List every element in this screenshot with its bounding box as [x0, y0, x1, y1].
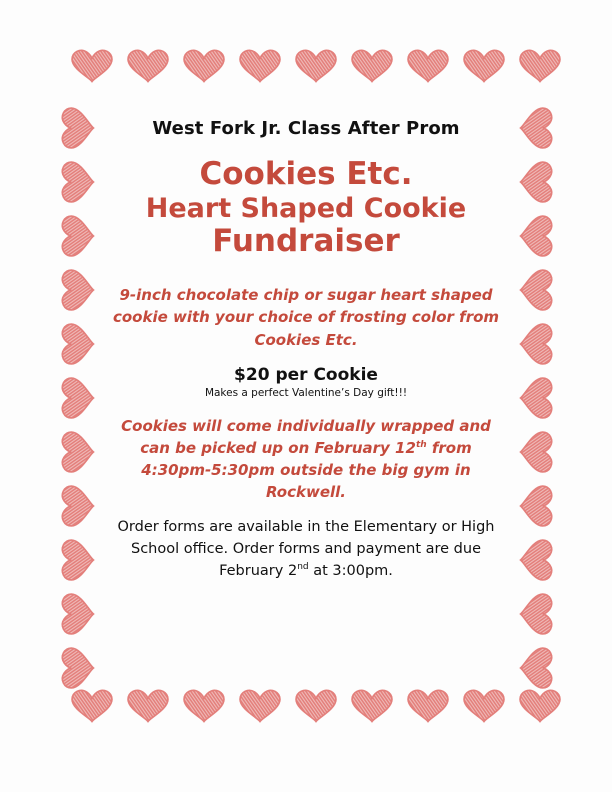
title-line-3: Fundraiser — [212, 223, 400, 260]
pickup-text-1: Cookies will come individually wrapped and can be picked up on February 12 — [121, 416, 491, 457]
title-line-1: Cookies Etc. — [199, 156, 413, 192]
heart-icon — [326, 685, 418, 727]
pickup-text-2: from 4:30pm-5:30pm outside the big gym in Rockwell. — [141, 438, 472, 502]
heart-icon — [515, 514, 557, 606]
heart-icon — [515, 298, 557, 390]
heart-icon — [515, 136, 557, 228]
heart-icon — [494, 685, 586, 727]
heart-icon — [326, 45, 418, 87]
heart-icon — [102, 45, 194, 87]
organizer-heading: West Fork Jr. Class After Prom — [152, 118, 460, 139]
gift-note: Makes a perfect Valentine’s Day gift!!! — [204, 386, 408, 399]
heart-icon — [57, 82, 99, 174]
pickup-info — [106, 415, 506, 504]
order-text-2: at 3:00pm. — [308, 563, 393, 580]
heart-icon — [438, 45, 530, 87]
heart-icon — [270, 685, 362, 727]
heart-icon — [57, 406, 99, 498]
heart-icon — [382, 685, 474, 727]
heart-icon — [46, 45, 138, 87]
heart-icon — [57, 190, 99, 282]
heart-icon — [102, 685, 194, 727]
title-line-2: Heart Shaped Cookie — [145, 192, 467, 224]
heart-icon — [515, 190, 557, 282]
heart-icon — [515, 82, 557, 174]
heart-icon — [158, 685, 250, 727]
heart-icon — [382, 45, 474, 87]
price-text: $20 per Cookie — [234, 364, 378, 385]
heart-icon — [214, 45, 306, 87]
heart-icon — [515, 352, 557, 444]
order-text-1: Order forms are available in the Elementary or High School office. Order forms and payment are due February 2 — [117, 518, 495, 580]
heart-icon — [57, 298, 99, 390]
heart-icon — [57, 136, 99, 228]
heart-icon — [57, 244, 99, 336]
heart-icon — [438, 685, 530, 727]
heart-icon — [515, 568, 557, 660]
cookie-description: 9-inch chocolate chip or sugar heart shaped cookie with your choice of frosting color from Cookies Etc. — [112, 286, 500, 349]
order-info — [101, 516, 511, 583]
heart-icon — [57, 568, 99, 660]
flyer-content — [100, 108, 512, 583]
heart-icon — [515, 244, 557, 336]
heart-icon — [494, 45, 586, 87]
heart-icon — [57, 514, 99, 606]
heart-icon — [214, 685, 306, 727]
heart-icon — [515, 406, 557, 498]
heart-icon — [158, 45, 250, 87]
heart-icon — [46, 685, 138, 727]
heart-icon — [515, 460, 557, 552]
heart-icon — [57, 352, 99, 444]
heart-icon — [57, 460, 99, 552]
pickup-date-suffix: th — [415, 439, 427, 450]
order-date-suffix: nd — [297, 562, 309, 573]
heart-icon — [270, 45, 362, 87]
